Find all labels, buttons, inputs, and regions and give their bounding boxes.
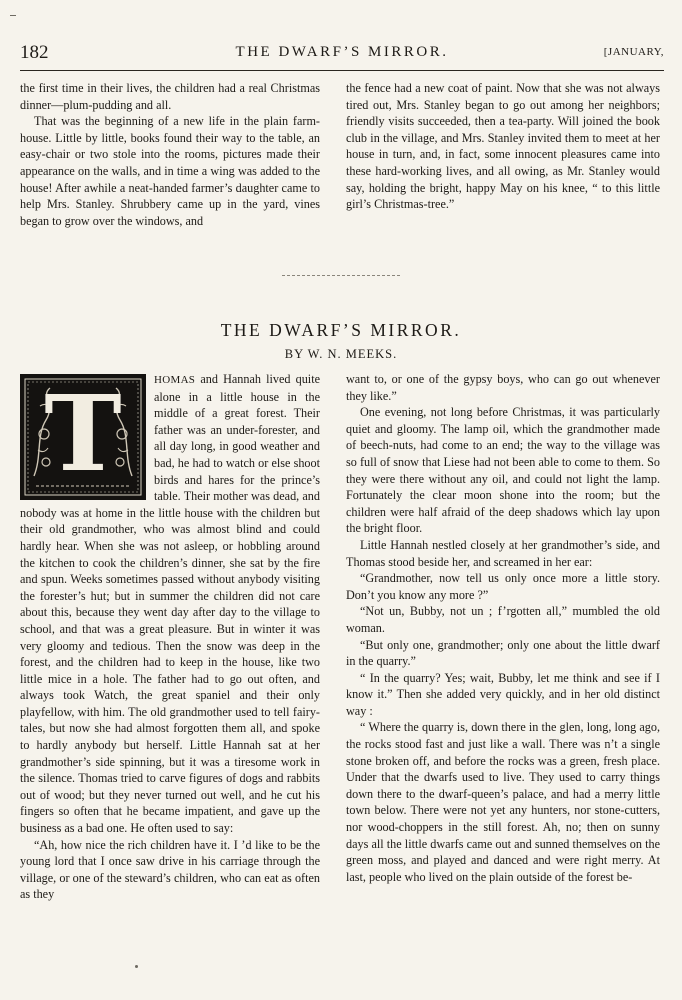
story-left-column <box>20 371 320 903</box>
page-number: 182 <box>20 42 49 63</box>
paragraph: “But only one, grandmother; only one about the little dwarf in the quarry.” <box>346 637 660 669</box>
paragraph: “ In the quarry? Yes; wait, Bubby, let me think and see if I know it.” Then she added very quickly, and in her old distinct way : <box>346 670 660 718</box>
running-title: THE DWARF’S MIRROR. <box>235 44 449 60</box>
header-rule <box>20 70 664 71</box>
ornamental-drop-cap <box>20 374 146 500</box>
drop-cap-letter: T <box>44 372 122 495</box>
issue-date: [JANUARY, <box>603 46 664 58</box>
paragraph: “Ah, how nice the rich children have it. I ’d like to be the young lord that I once saw drive in his carriage through the village, or one of the steward’s children, who can eat as often as they <box>20 837 320 902</box>
paragraph: “Grandmother, now tell us only once more a little story. Don’t you know any more ?” <box>346 571 660 602</box>
running-header <box>20 42 664 64</box>
print-mark <box>10 15 16 16</box>
paragraph: the fence had a new coat of paint. Now that she was not always tired out, Mrs. Stanley began to go out among her neighbors; friendly visits succeeded, then a tea-party. Will joined the book club in the village, and Mrs. Stanley invited them to meet at her house in turn, and, in fact, some innocent pleasures came into these hard-working lives, and all owing, as Mr. Stanley would say, holding the bright, happy May on his knee, “ to this little girl’s Christmas-tree.” <box>346 81 660 212</box>
section-divider <box>282 275 400 276</box>
story-title: THE DWARF’S MIRROR. <box>220 320 462 340</box>
top-left-column <box>20 80 320 229</box>
opening-paragraph: and Hannah lived quite alone in a little house in the middle of a great forest. Their father was an under-forester, and all day long, in good weather and bad, he had to watch or else shoot birds and hares for the prince’s table. Their mother was dead, and nobody was at home in the little house with the children but their old grandmother, who was almost blind and could hardly hear. When she was not asleep, or hobbling around the kitchen to cook the children’s dinner, she sat by the fire and spun. Weeks sometimes passed without anybody visiting the forester’s hut; but in summer the children did not care about this, because they went day after day to the village to school, and that was a great pleasure. But in winter it was very gloomy and tedious. Then the snow was deep in the forest, and the children had to keep in the house, like two little mice in a hole. The father had to go out often, and always took Watch, the great spaniel and their only playfellow, with him. The old grandmother used to tell fairy-tales, but now she had almost forgotten them all, and spoke to hardly anybody but herself. Little Hannah sat at her grandmother’s side spinning, but it was a tiresome work in the silence. Thomas tried to carve figures of dogs and rabbits out of wood; but they never turned out well, and he cut his fingers so often that he became impatient, and gave up the business as a bad one. He often used to say: <box>20 372 320 836</box>
paragraph: That was the beginning of a new life in the plain farm-house. Little by little, books found their way to the table, an easy-chair or two stole into the rooms, pictures made their appearance on the walls, and in time a wing was added to the house! After awhile a neat-handed farmer’s daughter came to help Mrs. Stanley. Shrubbery came up in the yard, vines began to grow over the windows, and <box>20 114 320 228</box>
story-right-column <box>346 371 660 885</box>
opening-smallcaps: HOMAS <box>154 374 196 386</box>
paragraph: want to, or one of the gypsy boys, who can go out whenever they like.” <box>346 372 660 403</box>
paragraph: One evening, not long before Christmas, it was particularly quiet and gloomy. The lamp oil, which the grandmother made of beech-nuts, had come to an end; the way to the village was so full of snow that Liese had not been able to come to them. So they were there without any oil, and could not light the lamp. Fortunately the clear moon shone into the room; but the children were half afraid of the deep shadows which lay upon the bright floor. <box>346 405 660 536</box>
paragraph: “Not un, Bubby, not un ; f’rgotten all,” mumbled the old woman. <box>346 604 660 635</box>
paragraph: the first time in their lives, the children had a real Christmas dinner—plum-pudding and all. <box>20 81 320 112</box>
paragraph: “ Where the quarry is, down there in the glen, long, long ago, the rocks stood fast and just like a wall. There was n’t a single stone broken off, and before the rocks was a green, fresh place. Under that the dwarfs used to live. They used to carry things down there to the dwarf-queen’s palace, and had a merry little town below. There were not yet any hunters, nor stone-cutters, nor wood-choppers in the still forest. Ah, no; then on sunny days all the little dwarfs came out and sunned themselves on the green moss, and played and danced and were right merry. At last, people who lived on the plain outside of the forest be- <box>346 720 660 884</box>
story-byline: BY W. N. MEEKS. <box>284 347 398 361</box>
print-mark <box>135 965 138 968</box>
top-right-column <box>346 80 660 213</box>
paragraph: Little Hannah nestled closely at her grandmother’s side, and Thomas stood beside her, and screamed in her ear: <box>346 537 660 569</box>
